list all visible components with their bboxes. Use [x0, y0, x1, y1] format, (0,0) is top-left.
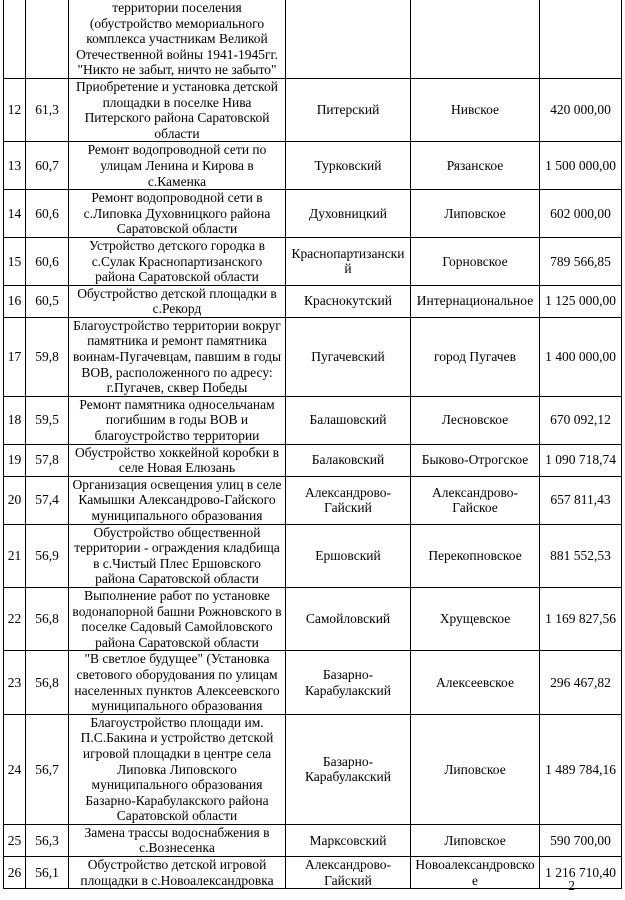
score-cell: 56,1	[26, 857, 69, 889]
amount-cell: 1 125 000,00	[540, 285, 622, 317]
amount-cell: 1 216 710,40	[540, 857, 622, 889]
amount-cell: 670 092,12	[540, 396, 622, 444]
table-row	[4, 285, 622, 317]
row-number-cell: 22	[4, 587, 26, 650]
table-row	[4, 237, 622, 285]
description-cell: Выполнение работ по установке водонапорной башни Рожновского в поселке Садовый Самойловского района Саратовской области	[69, 587, 286, 650]
municipality-cell: Горновское	[411, 237, 540, 285]
amount-cell: 1 090 718,74	[540, 444, 622, 476]
amount-cell: 789 566,85	[540, 237, 622, 285]
score-cell: 56,8	[26, 651, 69, 714]
row-number-cell: 20	[4, 476, 26, 524]
amount-cell: 1 489 784,16	[540, 714, 622, 824]
amount-cell: 602 000,00	[540, 190, 622, 238]
municipality-cell: Новоалександровское	[411, 857, 540, 889]
row-number-cell: 21	[4, 524, 26, 587]
projects-table	[3, 0, 622, 889]
table-row	[4, 0, 622, 78]
municipality-cell: Быково-Отрогское	[411, 444, 540, 476]
municipality-cell: Лесновское	[411, 396, 540, 444]
table-row	[4, 78, 622, 141]
municipality-cell: город Пугачев	[411, 317, 540, 396]
district-cell: Балашовский	[286, 396, 411, 444]
description-cell: Благоустройство площади им. П.С.Бакина и устройство детской игровой площадки в центре села Липовка Липовского муниципального образования Базарно-Карабулакского района Саратовской области	[69, 714, 286, 824]
district-cell	[286, 0, 411, 78]
district-cell: Краснокутский	[286, 285, 411, 317]
table-row	[4, 524, 622, 587]
district-cell: Базарно-Карабулакский	[286, 714, 411, 824]
description-cell: Приобретение и установка детской площадки в поселке Нива Питерского района Саратовской области	[69, 78, 286, 141]
district-cell: Базарно-Карабулакский	[286, 651, 411, 714]
score-cell: 56,7	[26, 714, 69, 824]
description-cell: "В светлое будущее" (Установка светового оборудования по улицам населенных пунктов Алексеевского муниципального образования	[69, 651, 286, 714]
district-cell: Александрово-Гайский	[286, 476, 411, 524]
municipality-cell: Алексеевское	[411, 651, 540, 714]
municipality-cell: Рязанское	[411, 142, 540, 190]
district-cell: Краснопартизанский	[286, 237, 411, 285]
score-cell: 61,3	[26, 78, 69, 141]
district-cell: Александрово-Гайский	[286, 857, 411, 889]
score-cell: 59,5	[26, 396, 69, 444]
description-cell: Обустройство детской площадки в с.Рекорд	[69, 285, 286, 317]
amount-cell: 420 000,00	[540, 78, 622, 141]
amount-cell: 881 552,53	[540, 524, 622, 587]
table-row	[4, 396, 622, 444]
score-cell: 60,7	[26, 142, 69, 190]
district-cell: Духовницкий	[286, 190, 411, 238]
municipality-cell: Александрово-Гайское	[411, 476, 540, 524]
description-cell: Ремонт памятника односельчанам погибшим в годы ВОВ и благоустройство территории	[69, 396, 286, 444]
district-cell: Турковский	[286, 142, 411, 190]
description-cell: Устройство детского городка в с.Сулак Краснопартизанского района Саратовской области	[69, 237, 286, 285]
table-row	[4, 142, 622, 190]
municipality-cell: Нивское	[411, 78, 540, 141]
description-cell: Организация освещения улиц в селе Камышки Александрово-Гайского муниципального образования	[69, 476, 286, 524]
row-number-cell: 19	[4, 444, 26, 476]
amount-cell: 590 700,00	[540, 824, 622, 856]
description-cell: Ремонт водопроводной сети по улицам Ленина и Кирова в с.Каменка	[69, 142, 286, 190]
score-cell: 56,9	[26, 524, 69, 587]
amount-cell: 1 500 000,00	[540, 142, 622, 190]
table-row	[4, 444, 622, 476]
row-number-cell: 15	[4, 237, 26, 285]
table-row	[4, 190, 622, 238]
amount-cell: 1 400 000,00	[540, 317, 622, 396]
table-row	[4, 651, 622, 714]
description-cell: Обустройство хоккейной коробки в селе Новая Елюзань	[69, 444, 286, 476]
description-cell: Благоустройство территории вокруг памятника и ремонт памятника воинам-Пугачевцам, павшим в годы ВОВ, расположенного по адресу: г.Пугачев, сквер Победы	[69, 317, 286, 396]
row-number-cell: 23	[4, 651, 26, 714]
row-number-cell: 26	[4, 857, 26, 889]
table-row	[4, 587, 622, 650]
page-number: 2	[568, 878, 575, 893]
district-cell: Самойловский	[286, 587, 411, 650]
municipality-cell	[411, 0, 540, 78]
score-cell: 60,6	[26, 190, 69, 238]
score-cell	[26, 0, 69, 78]
row-number-cell: 25	[4, 824, 26, 856]
municipality-cell: Липовское	[411, 714, 540, 824]
description-cell: Замена трассы водоснабжения в с.Вознесенка	[69, 824, 286, 856]
row-number-cell	[4, 0, 26, 78]
score-cell: 59,8	[26, 317, 69, 396]
table-row	[4, 317, 622, 396]
row-number-cell: 13	[4, 142, 26, 190]
score-cell: 56,3	[26, 824, 69, 856]
municipality-cell: Хрущевское	[411, 587, 540, 650]
row-number-cell: 17	[4, 317, 26, 396]
municipality-cell: Липовское	[411, 190, 540, 238]
municipality-cell: Интернациональное	[411, 285, 540, 317]
municipality-cell: Перекопновское	[411, 524, 540, 587]
district-cell: Пугачевский	[286, 317, 411, 396]
amount-cell: 296 467,82	[540, 651, 622, 714]
description-cell: Обустройство общественной территории - ограждения кладбища в с.Чистый Плес Ершовского района Саратовской области	[69, 524, 286, 587]
row-number-cell: 18	[4, 396, 26, 444]
score-cell: 56,8	[26, 587, 69, 650]
amount-cell: 657 811,43	[540, 476, 622, 524]
score-cell: 60,5	[26, 285, 69, 317]
district-cell: Балаковский	[286, 444, 411, 476]
amount-cell: 1 169 827,56	[540, 587, 622, 650]
score-cell: 60,6	[26, 237, 69, 285]
row-number-cell: 24	[4, 714, 26, 824]
score-cell: 57,4	[26, 476, 69, 524]
row-number-cell: 12	[4, 78, 26, 141]
score-cell: 57,8	[26, 444, 69, 476]
row-number-cell: 16	[4, 285, 26, 317]
description-cell: Обустройство детской игровой площадки в с.Новоалександровка	[69, 857, 286, 889]
district-cell: Марксовский	[286, 824, 411, 856]
description-cell: Ремонт водопроводной сети в с.Липовка Духовницкого района Саратовской области	[69, 190, 286, 238]
row-number-cell: 14	[4, 190, 26, 238]
district-cell: Питерский	[286, 78, 411, 141]
projects-table-body	[4, 0, 622, 889]
description-cell: территории поселения (обустройство мемориального комплекса участникам Великой Отечественной войны 1941-1945гг. "Никто не забыт, ничто не забыто"	[69, 0, 286, 78]
table-row	[4, 476, 622, 524]
table-row	[4, 714, 622, 824]
district-cell: Ершовский	[286, 524, 411, 587]
amount-cell	[540, 0, 622, 78]
table-row	[4, 824, 622, 856]
table-row	[4, 857, 622, 889]
municipality-cell: Липовское	[411, 824, 540, 856]
